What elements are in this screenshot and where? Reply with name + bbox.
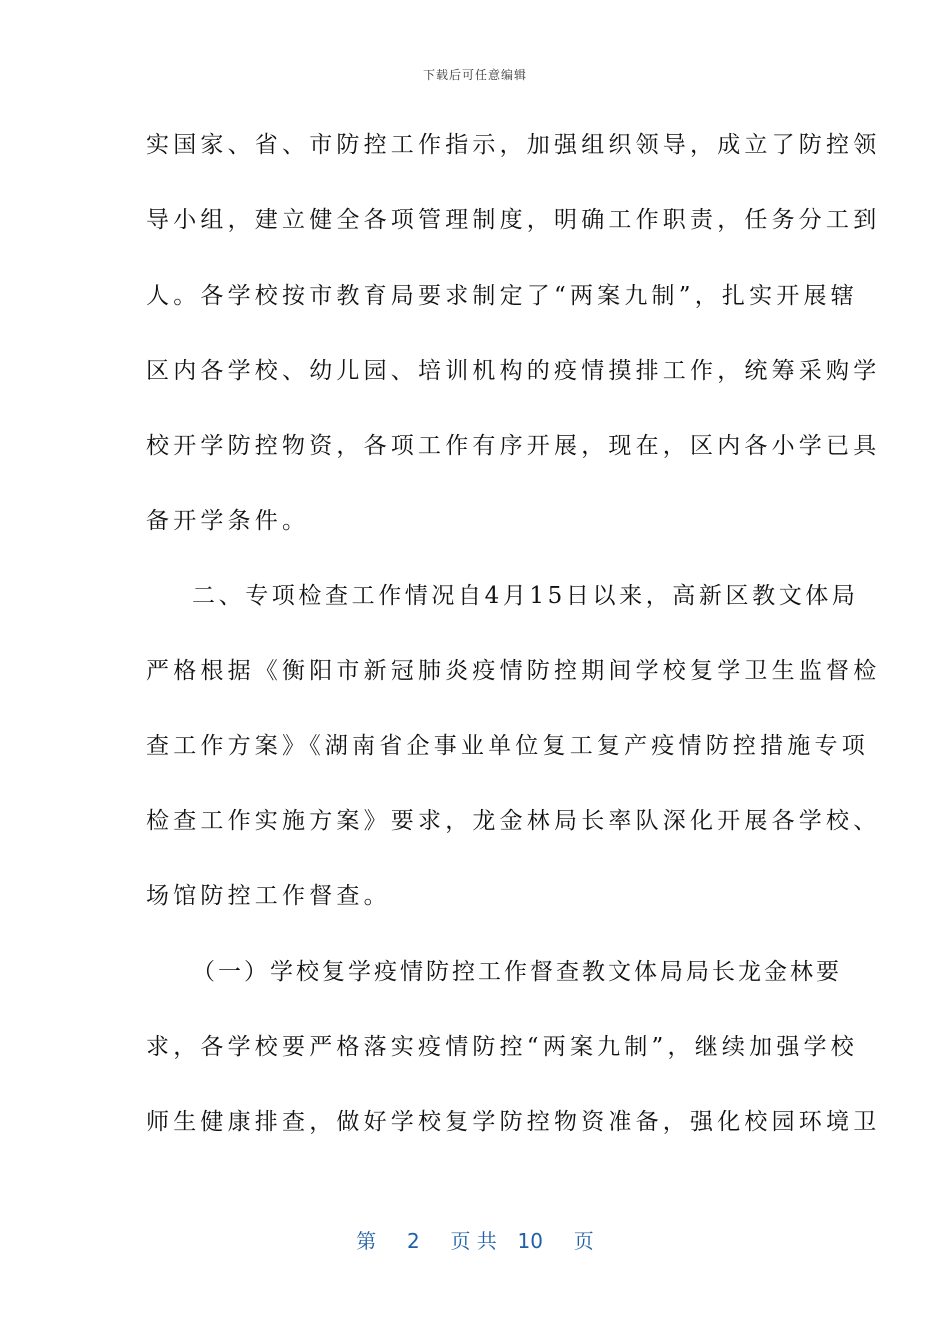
current-page-number: 2 (407, 1229, 420, 1253)
paragraph-line: 查工作方案》《湖南省企事业单位复工复产疫情防控措施专项 (146, 733, 869, 759)
paragraph-line: 严格根据《衡阳市新冠肺炎疫情防控期间学校复学卫生监督检 (146, 658, 881, 684)
paragraph-line: 实国家、省、市防控工作指示，加强组织领导，成立了防控领 (146, 132, 881, 158)
paragraph-line: 场馆防控工作督查。 (146, 883, 391, 909)
paragraph-line: 校开学防控物资，各项工作有序开展，现在，区内各小学已具 (146, 433, 881, 459)
paragraph-line: 人。各学校按市教育局要求制定了“两案九制”，扎实开展辖 (146, 283, 858, 309)
page-suffix: 页 (573, 1229, 594, 1253)
paragraph-line: 师生健康排查，做好学校复学防控物资准备，强化校园环境卫 (146, 1109, 881, 1135)
paragraph-line: 区内各学校、幼儿园、培训机构的疫情摸排工作，统筹采购学 (146, 358, 881, 384)
total-pages-number: 10 (517, 1229, 543, 1253)
page-footer (0, 1225, 950, 1254)
page-middle-text: 页 共 (450, 1229, 497, 1253)
paragraph-line: 导小组，建立健全各项管理制度，明确工作职责，任务分工到 (146, 207, 881, 233)
paragraph-line: 求，各学校要严格落实疫情防控“两案九制”，继续加强学校 (146, 1034, 858, 1060)
header-note: 下载后可任意编辑 (422, 68, 527, 82)
paragraph-line: 检查工作实施方案》要求，龙金林局长率队深化开展各学校、 (146, 808, 881, 834)
subsection-heading-line: （一）学校复学疫情防控工作督查教文体局局长龙金林要 (192, 959, 842, 985)
section-heading-line: 二、专项检查工作情况自4月15日以来，高新区教文体局 (192, 583, 859, 609)
paragraph-line: 备开学条件。 (146, 508, 310, 534)
page-prefix: 第 (356, 1229, 377, 1253)
